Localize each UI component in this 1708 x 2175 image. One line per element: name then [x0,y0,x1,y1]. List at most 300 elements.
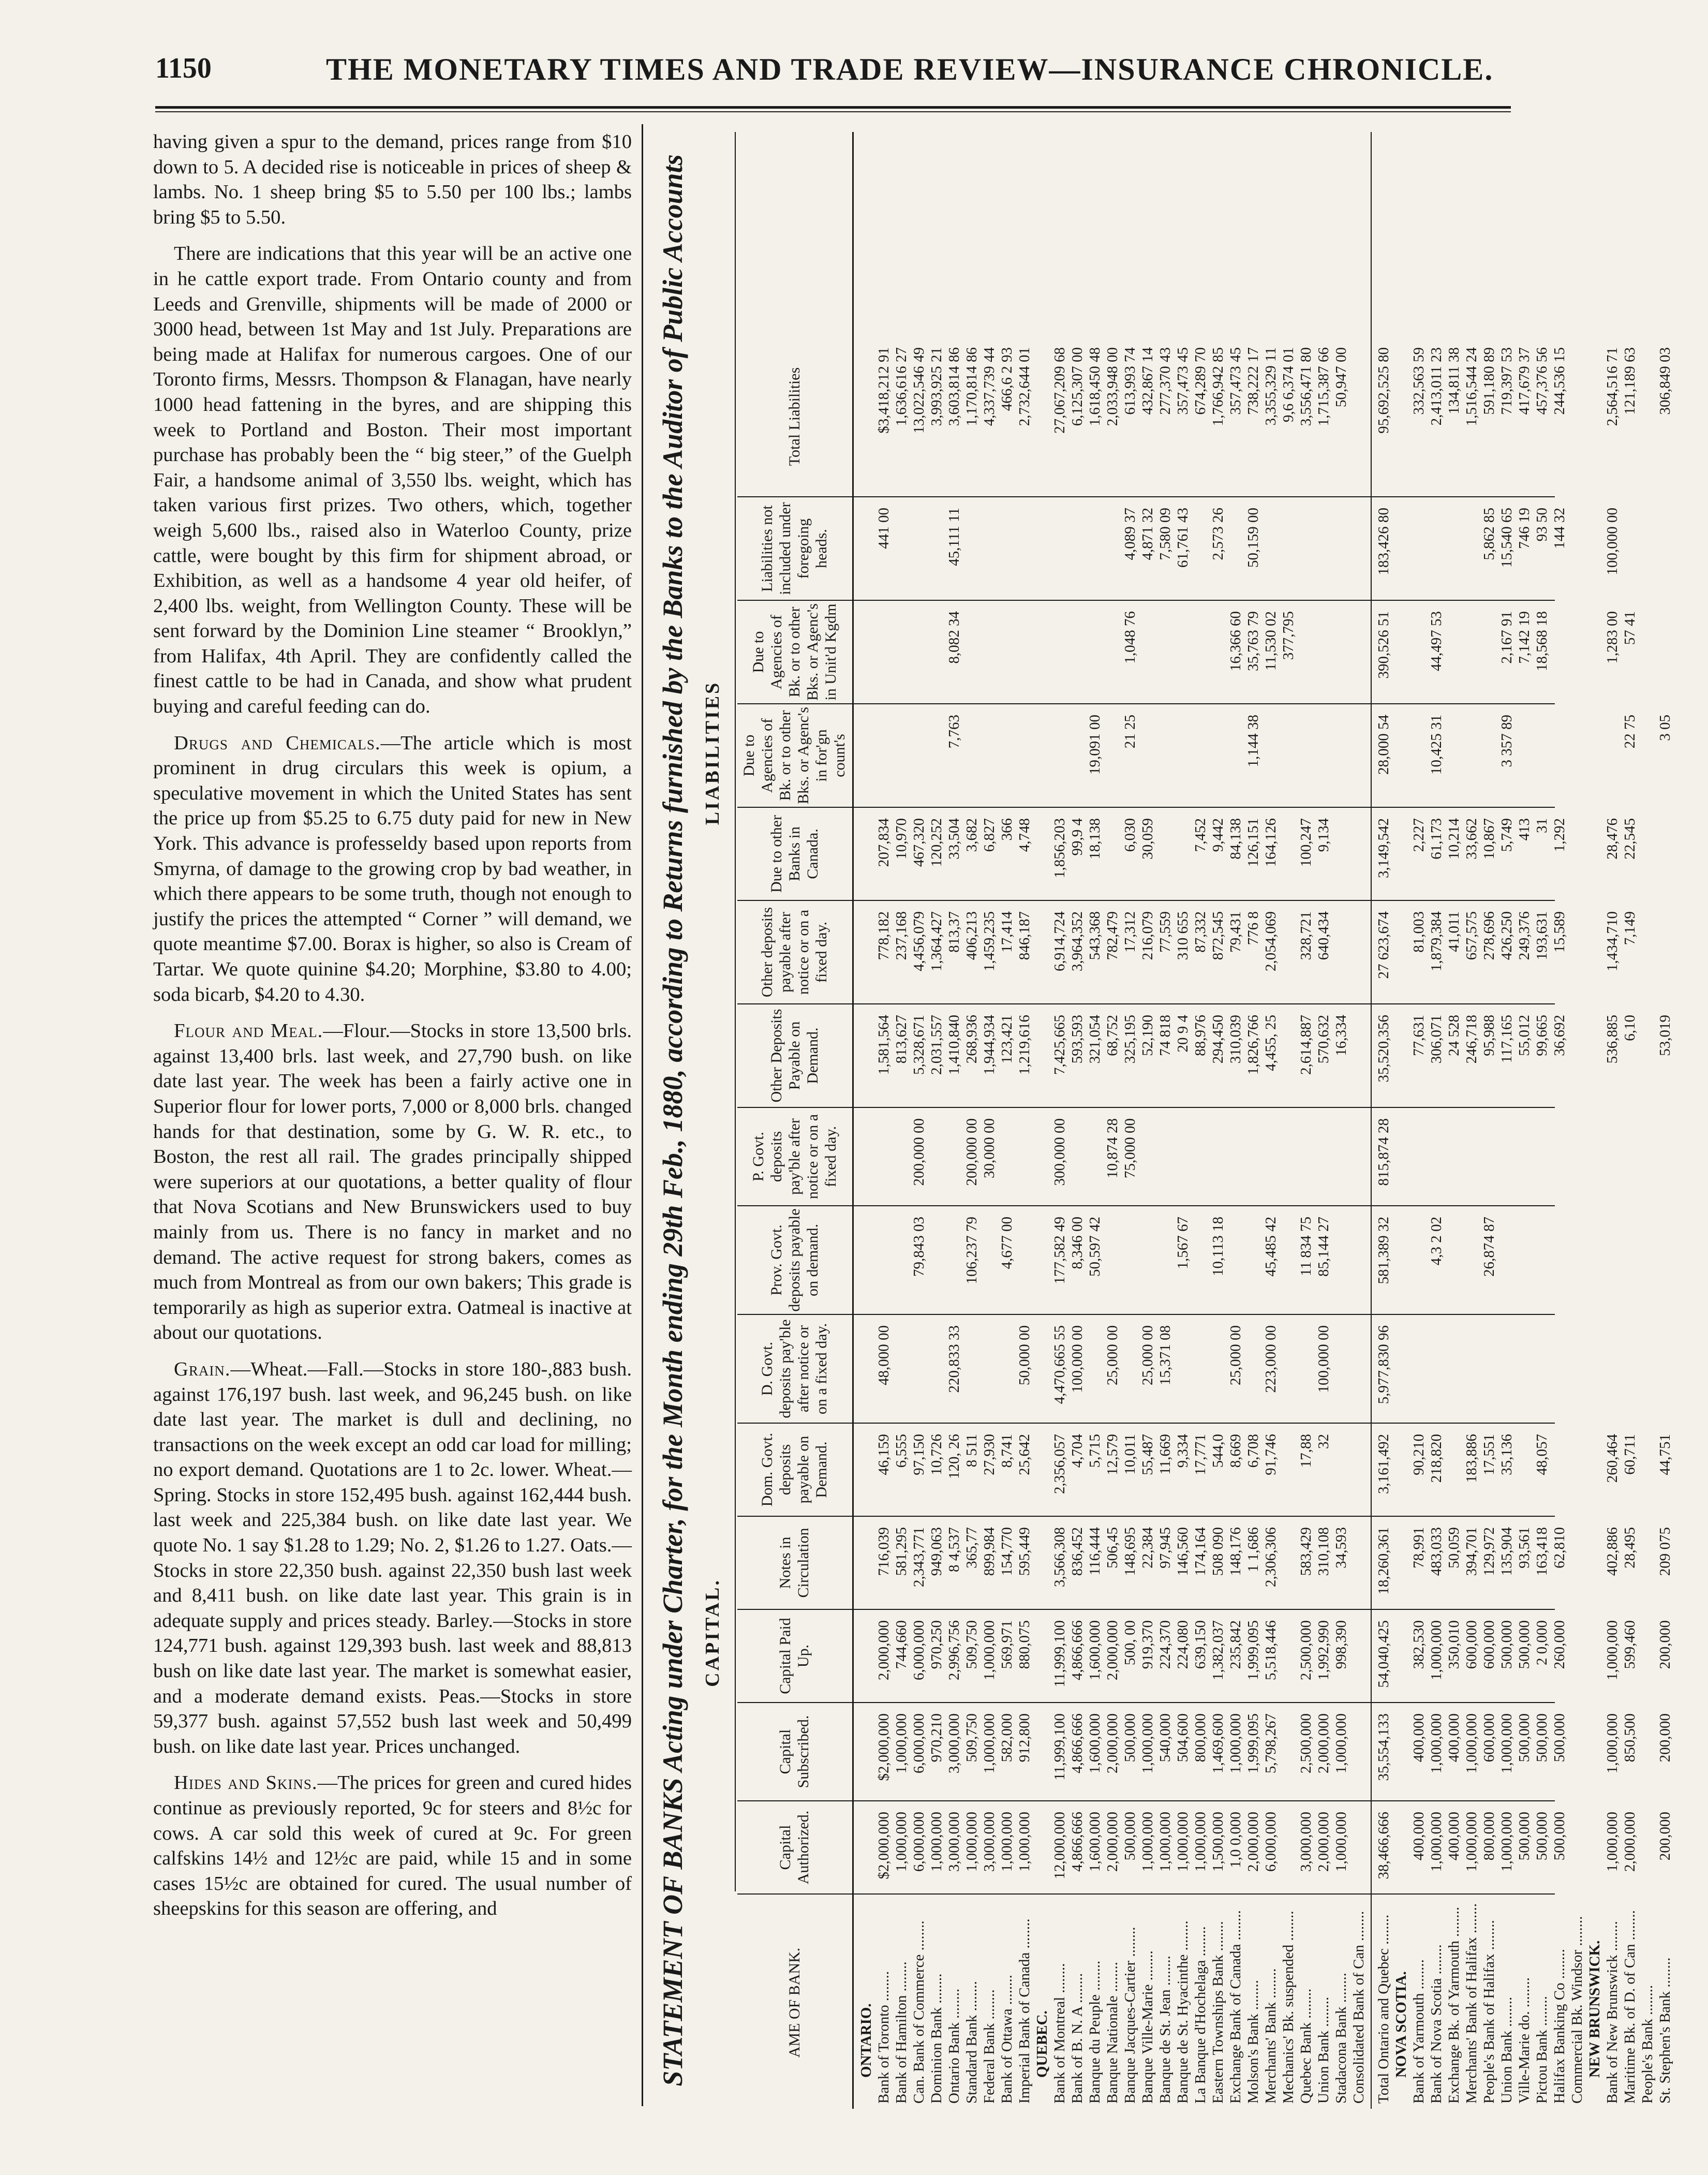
bank-name-cell: Banque Ville-Marie ........ [1139,1950,1156,2104]
table-cell: 2,306,306 [1263,1527,1279,1587]
table-cell: 8 4,537 [946,1527,962,1572]
table-cell: 716,039 [875,1527,892,1576]
table-cell: 306,849 03 [1657,347,1673,415]
table-cell: 2,413,011 23 [1428,347,1445,426]
table-cell: 3,964,352 [1069,911,1086,971]
header-rule-thin [155,111,1511,112]
table-cell: 5,518,446 [1263,1620,1279,1680]
table-cell: 10,214 [1446,818,1462,860]
bank-name-cell: Union Bank ........ [1315,1996,1332,2104]
table-cell: 872,545 [1210,911,1226,960]
table-cell: 1,636,616 27 [893,347,910,426]
table-cell: 15,540 65 [1498,508,1515,568]
table-cell: 949,063 [928,1527,945,1576]
column-separator [737,496,1555,497]
column-heading-10: Other deposits payable after notice or on a fixed day. [759,907,830,998]
table-cell: 45,111 11 [946,508,962,566]
table-cell: 500,000 [1534,1713,1550,1763]
table-cell: 6,000,000 [911,1713,927,1773]
page-number: 1150 [155,52,212,84]
table-cell: 382,530 [1410,1620,1427,1669]
table-cell: 2,000,000 [1315,1812,1332,1872]
column-heading-6: D. Govt. deposits pay'ble after notice or on a fixed day. [759,1319,830,1418]
table-cell: 22,384 [1139,1527,1156,1569]
table-cell: 35,554,133 [1375,1713,1392,1781]
table-cell: 46,159 [875,1434,892,1475]
table-row [1192,132,1209,2109]
table-cell: 600,000 [1481,1713,1497,1763]
table-cell: 61,761 43 [1175,508,1191,568]
bank-name-cell: Exchange Bank of Canada ........ [1227,1910,1244,2104]
table-cell: 776 8 [1245,911,1261,945]
table-cell: 163,418 [1534,1527,1550,1576]
table-cell: 599,460 [1622,1620,1638,1669]
table-cell: 91,746 [1263,1434,1279,1475]
table-cell: 1,410,840 [946,1015,962,1075]
table-cell: 998,390 [1333,1620,1349,1669]
table-cell: 22 75 [1622,715,1638,749]
table-cell: 2,000,000 [1315,1713,1332,1773]
table-cell: 3,000,000 [946,1713,962,1773]
table-cell: 193,631 [1534,911,1550,960]
table-row [1332,132,1350,2109]
table-cell: 17,551 [1481,1434,1497,1475]
bank-name-cell: Exchange Bk. of Yarmouth ........ [1446,1906,1462,2104]
column-heading-15: Total Liabilities [785,367,803,466]
table-cell: 413 [1516,818,1533,841]
table-cell: 200,000 [1657,1713,1673,1763]
table-cell: 50,000 00 [1016,1325,1033,1385]
bank-name-cell: Halifax Banking Co ........ [1551,1949,1568,2104]
table-cell: 2,996,756 [946,1620,962,1680]
table-cell: 174,164 [1192,1527,1209,1576]
table-cell: 17,312 [1122,911,1138,953]
table-cell: 30,000 00 [981,1118,998,1178]
table-cell: 1,000,000 [1139,1713,1156,1773]
running-title: THE MONETARY TIMES AND TRADE REVIEW—INSURANCE CHRONICLE. [326,52,1494,86]
table-cell: 246,718 [1463,1015,1480,1064]
table-cell: 306,071 [1428,1015,1445,1064]
table-cell: 68,752 [1104,1015,1121,1056]
table-row [1516,132,1533,2109]
table-cell: 1,000,000 [1139,1812,1156,1872]
column-separator [737,1800,1555,1801]
table-cell: 126,151 [1245,818,1261,867]
table-cell: 10,867 [1481,818,1497,860]
table-cell: 1,000,000 [893,1713,910,1773]
table-cell: 134,811 38 [1446,347,1462,415]
table-row [893,132,910,2109]
table-cell: 12,000,000 [1051,1812,1068,1880]
table-row [1533,132,1551,2109]
table-cell: 11,669 [1157,1434,1174,1475]
table-cell: 3,000,000 [981,1812,998,1872]
table-cell: 26,874 87 [1481,1217,1497,1277]
bank-name-cell: Merchants' Bank of Halifax ........ [1463,1903,1480,2104]
table-cell: 5,749 [1498,818,1515,852]
table-cell: 2,000,000 [875,1620,892,1680]
bank-name-cell: Consolidated Bank of Can ........ [1350,1911,1367,2104]
table-cell: 719,397 53 [1498,347,1515,415]
liabilities-group-rule [735,132,736,1374]
column-separator [737,1314,1555,1315]
table-cell: 3,000,000 [1298,1812,1314,1872]
column-separator [737,1423,1555,1424]
table-cell: 3,149,542 [1375,818,1392,878]
liabilities-group-heading: LIABILITIES [702,680,723,825]
table-cell: 1,000,000 [1428,1620,1445,1680]
table-cell: 500,000 [1516,1620,1533,1669]
table-cell: 1,000,000 [1333,1812,1349,1872]
table-cell: 600,000 [1481,1620,1497,1669]
table-cell: 509,750 [963,1713,980,1763]
table-cell: 95,692,525 80 [1375,347,1392,434]
flour-body: —Flour.—Stocks in store 13,500 brls. against 13,400 brls. last week, and 27,790 bush. on like date last year. The week has been a fairly active one in Superior flour for lower ports, 7,000 or 8,000 brls. changed hands for that destination, some by G. W. R. etc., to Boston, the rest all rail. The grades principally shipped were superiors at our quotations, a better quality of flour that Nova Scotians and New Brunswickers used to buy mainly from us. There is no fancy in market and no demand. The active request for strong bakers, comes as much from Montreal as from our own bakers; This grade is temporarily as high as superior extra. Oatmeal is inactive at about our quotations. [153,1020,632,1344]
table-cell: 99,665 [1534,1015,1550,1056]
table-cell: 1,944,934 [981,1015,998,1075]
table-cell: 57 41 [1622,611,1638,645]
table-cell: 570,632 [1315,1015,1332,1064]
table-cell: 260,000 [1551,1620,1568,1669]
statement-title: STATEMENT OF BANKS Acting under Charter, for the Month ending 29th Feb., 1880, according to Returns furnished by the Banks to the Auditor of Public Accounts [657,154,688,2087]
table-cell: 310,039 [1227,1015,1244,1064]
bank-name-cell: Bank of Montreal ........ [1051,1963,1068,2104]
table-cell: 3,603,814 86 [946,347,962,426]
article-paragraph-grain [153,1357,632,1759]
table-cell: 2,000,000 [1245,1812,1261,1872]
table-cell: 543,368 [1087,911,1103,960]
table-cell: 99,9 4 [1069,818,1086,856]
bank-name-cell: Bank of Nova Scotia ........ [1428,1944,1445,2104]
article-paragraph-cattle: There are indications that this year will be an active one in he cattle export trade. From Ontario county and from Leeds and Grenville, shipments will be made of 2000 or 3000 head, between 1st May and 1st July. Preparations are being made at Halifax for numerous cargoes. One of our Toronto firms, Messrs. Thompson & Flanagan, have nearly 1000 head fattening in the byres, and are shipping this week to Portland and Boston. Their most important purchase has probably been the “ big steer,” of the Guelph Fair, a handsome animal of 3,550 lbs. weight, which has taken various first prizes. Two others, which, together weigh 5,600 lbs., raised also in Waterloo County, prize cattle, were bought by this firm for shipment abroad, or Exhibition, as well as a handsome 4 year old heifer, of 2,400 lbs. weight, from Wellington County. These will be sent forward by the Dominion Line steamer “ Brooklyn,” from Halifax, 4th April. They are confidently called the finest cattle to be had in Canada, and show what prudent buying and careful feeding can do. [153,243,632,718]
bank-statement-table [649,132,1673,2109]
table-cell: 850,500 [1622,1713,1638,1763]
table-cell: 846,187 [1016,911,1033,960]
bank-name-cell: Banque Nationale ........ [1104,1962,1121,2104]
table-cell: 100,000 00 [1315,1325,1332,1393]
bank-name-cell: Molson's Bank ........ [1245,1980,1261,2104]
table-cell: 1,292 [1551,818,1568,852]
table-cell: 3,566,308 [1051,1527,1068,1587]
table-cell: 268,936 [963,1015,980,1064]
table-row [981,132,998,2109]
table-cell: 778,182 [875,911,892,960]
column-separator [737,1107,1555,1108]
table-cell: 17,414 [999,911,1015,953]
table-cell: 6,827 [981,818,998,852]
table-cell: 8,346 00 [1069,1217,1086,1269]
table-cell: 1,000,000 [1175,1812,1191,1872]
table-cell: 19,091 00 [1087,715,1103,775]
table-cell: 25,000 00 [1139,1325,1156,1385]
table-cell: 1,826,766 [1245,1015,1261,1075]
table-cell: 148,176 [1227,1527,1244,1576]
bank-name-cell: St. Stephen's Bank ........ [1657,1957,1673,2104]
table-cell: 394,701 [1463,1527,1480,1576]
table-cell: 3,556,471 80 [1298,347,1314,426]
table-row [1498,132,1516,2109]
table-cell: 815,874 28 [1375,1118,1392,1186]
table-cell: 50,059 [1446,1527,1462,1569]
table-cell: 77,559 [1157,911,1174,953]
table-cell: 200,000 00 [911,1118,927,1186]
table-cell: 406,213 [963,911,980,960]
table-cell: 79,431 [1227,911,1244,953]
table-cell: 1,600,000 [1087,1713,1103,1773]
table-cell: 55,012 [1516,1015,1533,1056]
table-cell: 500,000 [1516,1713,1533,1763]
table-row [1016,132,1033,2109]
table-row [1280,132,1297,2109]
article-paragraph-hides [153,1770,632,1921]
table-cell: 509,750 [963,1620,980,1669]
column-separator [737,900,1555,901]
table-cell: 457,376 56 [1534,347,1550,415]
column-heading-12: Due to Agencies of Bk. or to other Bks. or Agenc's in for'gn count's [740,707,848,804]
bank-name-cell: Bank of Ottawa ........ [999,1975,1015,2104]
table-cell: 836,452 [1069,1527,1086,1576]
column-heading-9: Other Deposits Payable on Demand. [767,1009,821,1103]
table-cell: 116,444 [1087,1527,1103,1576]
table-cell: 121,189 63 [1622,347,1638,415]
table-cell: 880,075 [1016,1620,1033,1669]
table-cell: 2,000,000 [1104,1713,1121,1773]
table-cell: 1,600,000 [1087,1812,1103,1872]
table-cell: 2,031,557 [928,1015,945,1075]
table-cell: 6,555 [893,1434,910,1468]
table-cell: 183,886 [1463,1434,1480,1483]
table-cell: 500, 00 [1122,1620,1138,1665]
column-separator [737,1702,1555,1703]
table-row [998,132,1016,2109]
table-cell: 813,627 [893,1015,910,1064]
table-cell: 1,618,450 48 [1087,347,1103,426]
table-cell: 9,134 [1315,818,1332,852]
table-cell: 16,334 [1333,1015,1349,1056]
table-cell: 582,000 [999,1713,1015,1763]
table-cell: 41,011 [1446,911,1462,952]
table-cell: 48,000 00 [875,1325,892,1385]
table-cell: 146,560 [1175,1527,1191,1576]
table-cell: 5,328,671 [911,1015,927,1075]
table-cell: 93 50 [1534,508,1550,542]
table-cell: 1,600,000 [1087,1620,1103,1680]
table-cell: 10,874 28 [1104,1118,1121,1178]
table-cell: 540,000 [1157,1713,1174,1763]
table-cell: 310,108 [1315,1527,1332,1576]
table-cell: 2,167 91 [1498,611,1515,664]
table-cell: 4,748 [1016,818,1033,852]
table-cell: 400,000 [1446,1812,1462,1861]
table-cell: 5,715 [1087,1434,1103,1468]
table-cell: 500,000 [1122,1713,1138,1763]
table-cell: 52,190 [1139,1015,1156,1056]
table-cell: 220,833 33 [946,1325,962,1393]
table-cell: 2,000,000 [1104,1812,1121,1872]
bank-name-cell: Can. Bank of Commerce ........ [911,1920,927,2104]
table-cell: 899,984 [981,1527,998,1576]
table-cell: 117,165 [1498,1015,1515,1063]
table-row [1445,132,1463,2109]
table-cell: 1,434,710 [1604,911,1621,971]
table-cell: 5,798,267 [1263,1713,1279,1773]
table-cell: 613,993 74 [1122,347,1138,415]
table-cell: 144 32 [1551,508,1568,549]
table-cell: 35,763 79 [1245,611,1261,671]
table-cell: 10,113 18 [1210,1217,1226,1276]
table-cell: 6,030 [1122,818,1138,852]
section-heading: ONTARIO. [858,2003,874,2078]
table-cell: 657,575 [1463,911,1480,960]
table-cell: 54,040,425 [1375,1620,1392,1688]
table-cell: 2,343,771 [911,1527,927,1587]
table-cell: 1,000,000 [981,1713,998,1773]
table-row [1086,132,1104,2109]
table-cell: 1,000,000 [1498,1812,1515,1872]
article-paragraph-flour [153,1018,632,1345]
table-cell: 300,000 00 [1051,1118,1068,1186]
table-cell: 62,810 [1551,1527,1568,1569]
table-cell: 11,999,100 [1051,1713,1068,1781]
table-cell: 1,567 67 [1175,1217,1191,1269]
table-row [1375,132,1392,2109]
table-cell: 310 655 [1175,911,1191,960]
table-cell: 544,0 [1210,1434,1226,1468]
table-cell: 467,320 [911,818,927,867]
table-cell: 1,715,387 66 [1315,347,1332,426]
column-heading-8: P. Govt. deposits pay'ble after notice or on a fixed day. [749,1114,839,1200]
table-cell: 377,795 [1280,611,1297,660]
table-row [1051,132,1068,2109]
table-cell: 365,77 [963,1527,980,1569]
table-cell: 27 623,674 [1375,911,1392,979]
table-cell: 8,082 34 [946,611,962,664]
table-cell: 7,149 [1622,911,1638,945]
bank-name-cell: Banque de St. Hyacinthe ........ [1175,1920,1191,2104]
table-row [928,132,945,2109]
table-cell: 738,222 17 [1245,347,1261,415]
table-cell: 78,991 [1410,1527,1427,1569]
table-cell: 2,033,948 00 [1104,347,1121,426]
table-cell: 77,631 [1410,1015,1427,1056]
table-cell: 1,0 0,000 [1227,1812,1244,1868]
table-cell: 11,999,100 [1051,1620,1068,1688]
table-cell: 120, 26 [946,1434,962,1479]
column-separator [737,1516,1555,1517]
table-cell: 95,988 [1481,1015,1497,1056]
table-cell: 744,660 [893,1620,910,1669]
table-cell: 277,370 43 [1157,347,1174,415]
table-cell: 1,170,814 86 [963,347,980,426]
table-cell: 35,520,356 [1375,1015,1392,1083]
section-heading: NEW BRUNSWICK. [1586,1940,1603,2078]
page-header [155,52,1552,98]
bank-name-cell: People's Bank of Halifax ........ [1481,1920,1497,2104]
table-cell: 1,000,000 [963,1812,980,1872]
table-cell: 2,054,069 [1263,911,1279,971]
section-heading: QUEBEC. [1034,2010,1050,2078]
table-cell: $2,000,000 [875,1812,892,1880]
bank-name-cell: Bank of Hamilton ........ [893,1961,910,2104]
table-cell: 24 528 [1446,1015,1462,1056]
table-cell: 581,389 32 [1375,1217,1392,1284]
table-row [1104,132,1121,2109]
table-row [1350,132,1368,2109]
column-heading-13: Due to Agencies of Bk. or to other Bks. or Agenc's in Unit'd Kgdm [749,603,839,701]
table-cell: 200,000 [1657,1620,1673,1669]
table-cell: 224,080 [1175,1620,1191,1669]
table-cell: 31 [1534,818,1550,833]
table-cell: 38,466,666 [1375,1812,1392,1880]
table-cell: 9,334 [1175,1434,1191,1468]
table-cell: 569,971 [999,1620,1015,1669]
table-cell: 504,600 [1175,1713,1191,1763]
table-cell: 1,219,616 [1016,1015,1033,1075]
column-separator [737,807,1555,808]
table-cell: 3,000,000 [946,1812,962,1872]
table-cell: 3,682 [963,818,980,852]
table-cell: 441 00 [875,508,892,549]
table-row [1262,132,1280,2109]
table-cell: 9,6 6,374 01 [1280,347,1297,422]
table-row [963,132,981,2109]
bank-name-cell: Dominion Bank ........ [928,1973,945,2104]
table-cell: 81,003 [1410,911,1427,953]
table-cell: 593,593 [1069,1015,1086,1064]
table-cell: 591,180 89 [1481,347,1497,415]
bank-statement-rotated [649,132,1673,2109]
table-cell: 216,079 [1139,911,1156,960]
bank-name-cell: La Banque d'Hochelaga ........ [1192,1926,1209,2104]
table-cell: 100,000 00 [1069,1325,1086,1393]
table-cell: 919,370 [1139,1620,1156,1669]
table-cell: 75,000 00 [1122,1118,1138,1178]
table-cell: 600,000 [1463,1620,1480,1669]
table-cell: 674,289 70 [1192,347,1209,415]
table-cell: 28,000 54 [1375,715,1392,775]
table-cell: 53,019 [1657,1015,1673,1056]
table-cell: 3,355,329 11 [1263,347,1279,426]
table-cell: 278,696 [1481,911,1497,960]
bank-name-cell: Banque du Peuple ........ [1087,1960,1103,2104]
column-heading-4: Notes in Circulation [777,1528,812,1598]
bank-name-cell: Banque de St. Jean ........ [1157,1956,1174,2104]
table-cell: 50,597 42 [1087,1217,1103,1277]
table-cell: 100,247 [1298,818,1314,867]
table-cell: 1,469,600 [1210,1713,1226,1773]
table-cell: 1,000,000 [1463,1812,1480,1872]
table-cell: 120,252 [928,818,945,867]
table-cell: 87,332 [1192,911,1209,953]
table-cell: 2,732,644 01 [1016,347,1033,426]
table-cell: 1,856,203 [1051,818,1068,878]
table-cell: 357,473 45 [1175,347,1191,415]
table-cell: 400,000 [1410,1812,1427,1861]
table-cell: 22,545 [1622,818,1638,860]
table-cell: 3 05 [1657,715,1673,741]
table-cell: 1,581,564 [875,1015,892,1075]
bank-name-cell: Total Ontario and Quebec ........ [1375,1914,1392,2104]
table-cell: 595,449 [1016,1527,1033,1576]
bank-name-cell: Imperial Bank of Canada ........ [1016,1918,1033,2104]
bank-name-cell: Commercial Bk. Windsor ........ [1569,1916,1585,2104]
table-row [1139,132,1156,2109]
table-cell: 2,614,887 [1298,1015,1314,1075]
table-cell: 432,867 14 [1139,347,1156,415]
table-cell: 224,370 [1157,1620,1174,1669]
table-cell: 27,067,209 68 [1051,347,1068,434]
table-cell: 1,000,000 [1192,1812,1209,1872]
